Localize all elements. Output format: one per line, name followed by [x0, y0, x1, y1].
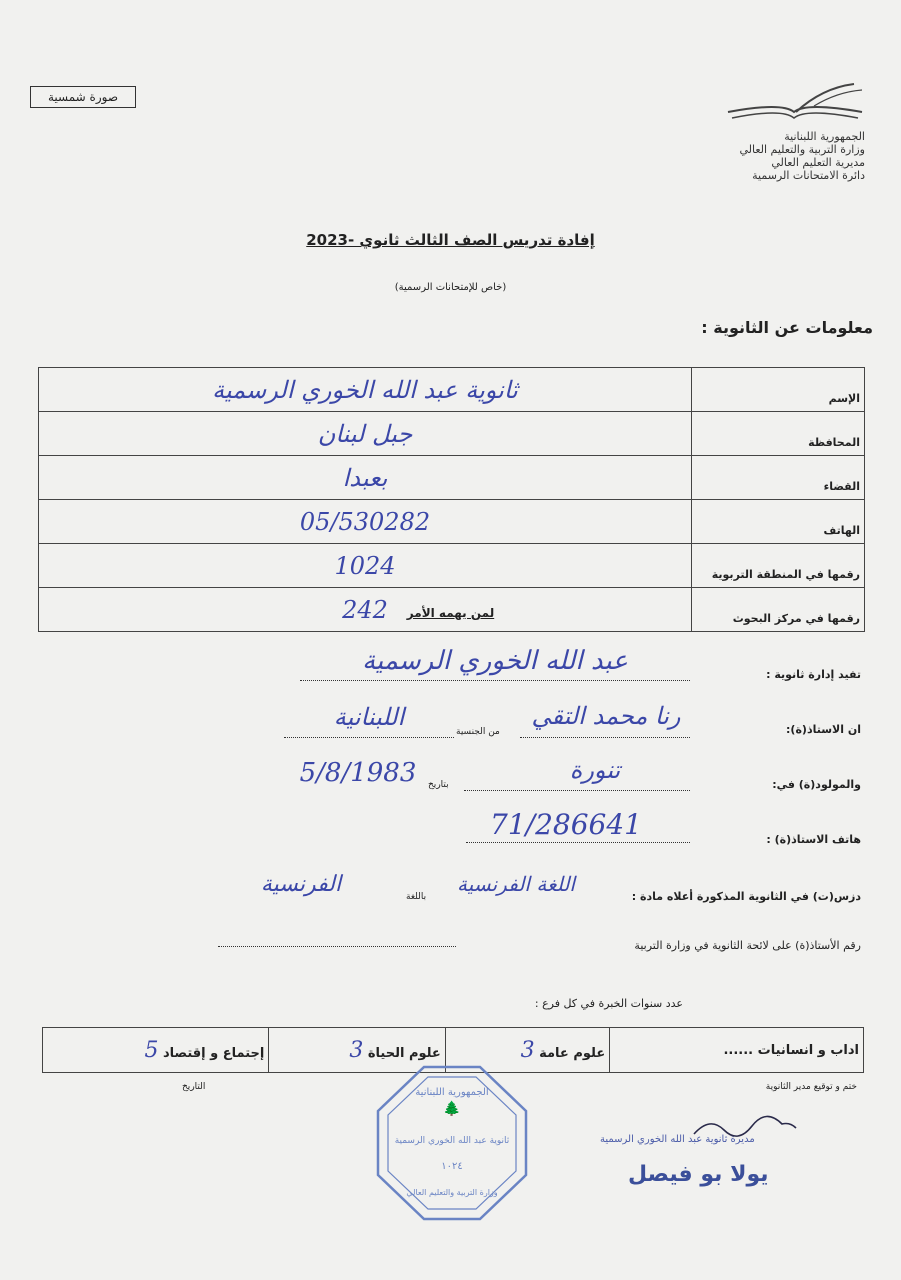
years-social-economic-value: 5 [144, 1037, 159, 1063]
years-humanities [610, 1028, 864, 1073]
years-social-economic [43, 1028, 269, 1073]
ministry-line-3: مديرية التعليم العالي [771, 156, 865, 169]
registry-dotted-line [218, 946, 456, 947]
admin-dotted-line [300, 680, 690, 681]
years-general-sciences-value: 3 [520, 1037, 535, 1063]
stamp-center-text: ثانوية عبد الله الخوري الرسمية [394, 1136, 510, 1146]
teacher-label: ان الاستاذ(ة): [786, 723, 861, 736]
ministry-header [739, 130, 865, 182]
years-life-sciences-value: 3 [349, 1037, 364, 1063]
school-section-title: معلومات عن الثانوية : [701, 318, 873, 337]
district-value: بعبدا [39, 456, 692, 500]
school-name-label: الإسم [692, 368, 865, 412]
table-row [39, 500, 865, 544]
research-number-value: 242 [39, 588, 692, 632]
ministry-book-icon [722, 78, 867, 128]
born-label: والمولود(ة) في: [772, 778, 861, 791]
school-info-table [38, 367, 865, 632]
cedar-icon: 🌲 [443, 1101, 461, 1117]
ministry-line-2: وزارة التربية والتعليم العالي [739, 143, 865, 156]
nationality-value: اللبنانية [333, 703, 405, 731]
director-title: مديرة ثانوية عبد الله الخوري الرسمية [600, 1134, 755, 1145]
teacher-phone-value: 71/286641 [490, 808, 642, 841]
table-row [39, 368, 865, 412]
region-number-value: 1024 [39, 544, 692, 588]
teacher-dotted-line [520, 737, 690, 738]
years-social-economic-label: إجتماع و إقتصاد [162, 1045, 265, 1061]
ministry-line-1: الجمهورية اللبنانية [784, 130, 865, 143]
district-label: القضاء [692, 456, 865, 500]
director-name-stamp: يولا بو فيصل [628, 1162, 769, 1187]
registry-label: رقم الأستاذ(ة) على لائحة الثانوية في وزارة التربية [634, 939, 861, 952]
stamp-number: ١٠٢٤ [441, 1161, 463, 1172]
ministry-line-4: دائرة الامتحانات الرسمية [752, 169, 865, 182]
table-row [39, 456, 865, 500]
years-life-sciences-label: علوم الحياة [367, 1045, 441, 1061]
admin-label: تفيد إدارة ثانوية : [766, 668, 861, 681]
born-place-value: تنورة [569, 756, 621, 784]
region-number-label: رقمها في المنطقة التربوية [692, 544, 865, 588]
admin-value: عبد الله الخوري الرسمية [362, 646, 628, 676]
born-date-value: 5/8/1983 [299, 758, 417, 788]
stamp-bottom-text: وزارة التربية والتعليم العالي [406, 1188, 498, 1197]
nationality-label: من الجنسية [456, 727, 500, 737]
date-label: بتاريخ [428, 780, 449, 790]
experience-label: عدد سنوات الخبرة في كل فرع : [534, 997, 683, 1010]
years-general-sciences-label: علوم عامة [539, 1045, 606, 1061]
nationality-dotted-line [284, 737, 454, 738]
phone-dotted-line [466, 842, 690, 843]
table-row [39, 544, 865, 588]
table-row [39, 412, 865, 456]
to-whom-heading: لمن يهمه الأمر [406, 606, 495, 620]
official-stamp [372, 1063, 532, 1223]
school-name-value: ثانوية عبد الله الخوري الرسمية [39, 368, 692, 412]
research-number-label: رقمها في مركز البحوث [692, 588, 865, 632]
phone-label: الهاتف [692, 500, 865, 544]
phone-value: 05/530282 [39, 500, 692, 544]
document-title: إفادة تدريس الصف الثالث ثانوي -2023 [306, 231, 595, 249]
language-value: الفرنسية [260, 872, 342, 897]
stamp-top-text: الجمهورية اللبنانية [415, 1087, 489, 1098]
teacher-value: رنا محمد التقي [531, 702, 681, 730]
teacher-phone-label: هاتف الاستاذ(ة) : [766, 833, 861, 846]
subject-value: اللغة الفرنسية [457, 872, 575, 896]
document-subtitle: (خاص للإمتحانات الرسمية) [394, 282, 507, 293]
years-humanities-label: اداب و انسانيات [757, 1042, 859, 1058]
born-place-dotted-line [464, 790, 690, 791]
footer-date-label: التاريخ [182, 1082, 206, 1092]
language-label: باللغة [406, 892, 427, 902]
governorate-value: جبل لبنان [39, 412, 692, 456]
sign-label: ختم و توقيع مدير الثانوية [765, 1082, 857, 1092]
governorate-label: المحافظة [692, 412, 865, 456]
years-humanities-value: ...... [723, 1042, 754, 1058]
taught-label: دزس(ت) في الثانوية المذكورة أعلاه مادة : [631, 890, 861, 903]
photo-placeholder: صورة شمسية [30, 86, 136, 108]
